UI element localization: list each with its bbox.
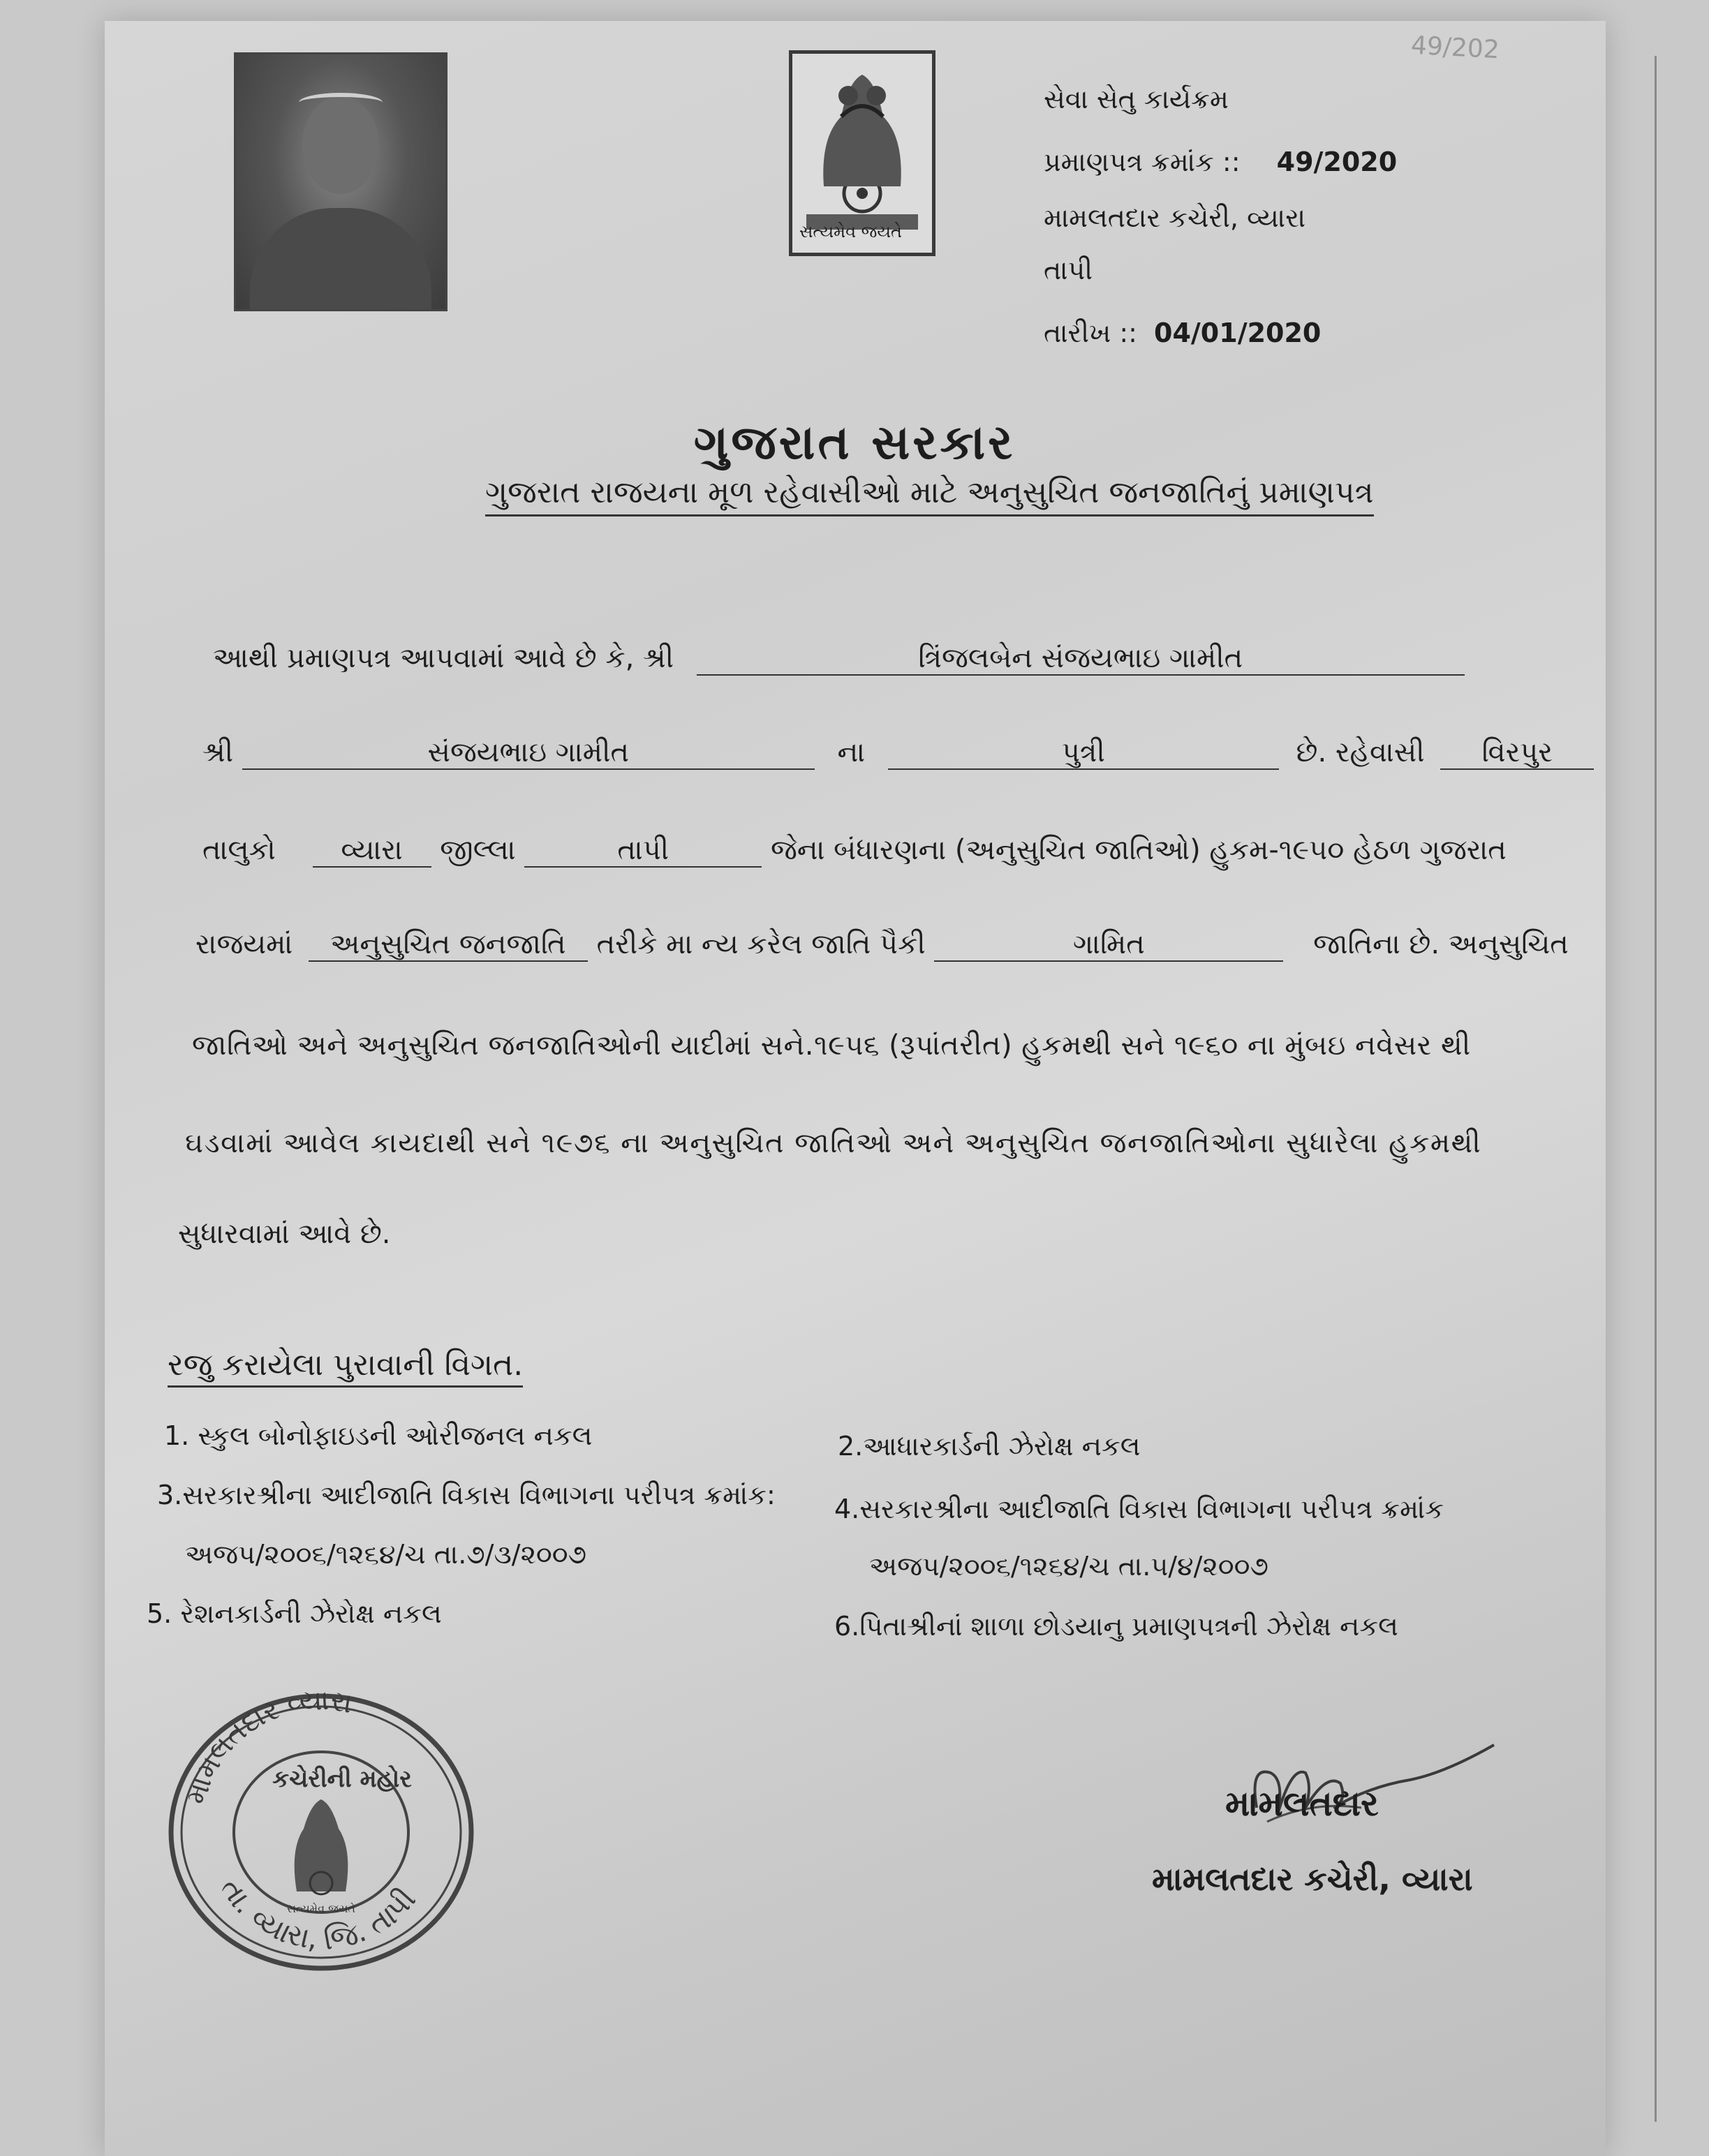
taluka: વ્યારા bbox=[313, 834, 431, 868]
paper-edge bbox=[1655, 56, 1657, 2122]
seal-motto: સત્યમેવ જયતે bbox=[287, 1902, 355, 1915]
village: વિરપુર bbox=[1440, 736, 1594, 770]
body-line-3-rest: જેના બંધારણના (અનુસુચિત જાતિઓ) હુકમ-૧૯૫૦ હેઠળ ગુજરાત bbox=[770, 834, 1507, 866]
evidence-item-6: 6.પિતાશ્રીનાં શાળા છોડયાનુ પ્રમાણપત્રની ઝેરોક્ષ નકલ bbox=[834, 1611, 1398, 1642]
office-seal bbox=[161, 1682, 482, 1975]
date-row bbox=[1044, 318, 1321, 349]
body-line-1 bbox=[213, 642, 1465, 676]
evidence-item-3: 3.સરકારશ્રીના આદીજાતિ વિકાસ વિભાગના પરીપત્ર ક્રમાંક: bbox=[157, 1480, 776, 1510]
body-line-4 bbox=[195, 928, 1569, 962]
body-line-3 bbox=[202, 834, 1507, 868]
body-line-6: ઘડવામાં આવેલ કાયદાથી સને ૧૯૭૬ ના અનુસુચિત જાતિઓ અને અનુસુચિત જનજાતિઓના સુધારેલા હુકમથી bbox=[185, 1127, 1482, 1159]
signatory-office: મામલતદાર કચેરી, વ્યારા bbox=[1152, 1860, 1473, 1898]
office-name: મામલતદાર કચેરી, વ્યારા bbox=[1044, 202, 1306, 233]
district-value: તાપી bbox=[524, 834, 762, 868]
relation: પુત્રી bbox=[888, 736, 1279, 770]
resident-label: છે. રહેવાસી bbox=[1296, 736, 1425, 768]
evidence-heading: રજુ કરાયેલા પુરાવાની વિગત. bbox=[168, 1347, 523, 1388]
district-label: જીલ્લા bbox=[440, 834, 516, 866]
evidence-item-3-ref: અજપ/૨૦૦૬/૧૨૬૪/ચ તા.૭/૩/૨૦૦૭ bbox=[185, 1539, 587, 1570]
seal-top-text: મામલતદાર વ્યારા bbox=[179, 1683, 355, 1808]
father-name: સંજયભાઇ ગામીત bbox=[242, 736, 815, 770]
na-label: ના bbox=[837, 736, 866, 768]
applicant-name: ત્રિંજલબેન સંજયભાઇ ગામીત bbox=[697, 642, 1465, 676]
page-title: ગુજરાત સરકાર bbox=[693, 415, 1016, 470]
evidence-item-4-ref: અજપ/૨૦૦૬/૧૨૬૪/ચ તા.૫/૪/૨૦૦૭ bbox=[869, 1551, 1268, 1582]
applicant-photo bbox=[234, 52, 447, 311]
body-line-5: જાતિઓ અને અનુસુચિત જનજાતિઓની યાદીમાં સને.૧૯૫૬ (રૂપાંતરીત) હુકમથી સને ૧૯૬૦ ના મુંબઇ નવેસર થી bbox=[192, 1029, 1471, 1062]
program-name: સેવા સેતુ કાર્યક્રમ bbox=[1044, 84, 1229, 114]
shri-label: શ્રી bbox=[202, 736, 234, 768]
signatory-title: મામલતદાર bbox=[1225, 1783, 1379, 1824]
state-label: રાજયમાં bbox=[195, 928, 293, 960]
corner-note: 49/202 bbox=[1410, 31, 1500, 65]
issue-date: 04/01/2020 bbox=[1154, 318, 1322, 348]
taluka-label: તાલુકો bbox=[202, 834, 276, 866]
certificate-subtitle: ગુજરાત રાજયના મૂળ રહેવાસીઓ માટે અનુસુચિત જનજાતિનું પ્રમાણપત્ર bbox=[485, 475, 1374, 516]
seal-bottom-text: તા. વ્યારા, જિ. તાપી bbox=[214, 1871, 423, 1957]
body-line-2 bbox=[202, 736, 1594, 770]
cert-number-row bbox=[1044, 147, 1397, 178]
category: અનુસુચિત જનજાતિ bbox=[309, 928, 588, 962]
caste: ગામિત bbox=[934, 928, 1283, 962]
evidence-item-1: 1. સ્કુલ બોનોફાઇડની ઓરીજનલ નકલ bbox=[164, 1420, 593, 1451]
body-line-4-mid: તરીકે મા ન્ય કરેલ જાતિ પૈકી bbox=[596, 928, 926, 960]
body-line-4-end: જાતિના છે. અનુસુચિત bbox=[1313, 928, 1569, 960]
evidence-item-2: 2.આધારકાર્ડની ઝેરોક્ષ નકલ bbox=[838, 1431, 1141, 1462]
seal-inner-text: કચેરીની મહોર bbox=[272, 1765, 412, 1793]
cert-number: 49/2020 bbox=[1276, 147, 1398, 177]
body-line-7: સુધારવામાં આવે છે. bbox=[178, 1218, 391, 1250]
evidence-item-4: 4.સરકારશ્રીના આદીજાતિ વિકાસ વિભાગના પરીપત્ર ક્રમાંક bbox=[834, 1494, 1444, 1524]
evidence-item-5: 5. રેશનકાર્ડની ઝેરોક્ષ નકલ bbox=[147, 1598, 442, 1629]
cert-number-label: પ્રમાણપત્ર ક્રમાંક :: bbox=[1044, 147, 1241, 177]
emblem-motto: સત્યમેવ જયતે bbox=[799, 222, 902, 241]
date-label: તારીખ :: bbox=[1044, 318, 1137, 348]
district-name: તાપી bbox=[1044, 255, 1093, 285]
intro-text: આથી પ્રમાણપત્ર આપવામાં આવે છે કે, શ્રી bbox=[213, 642, 674, 674]
